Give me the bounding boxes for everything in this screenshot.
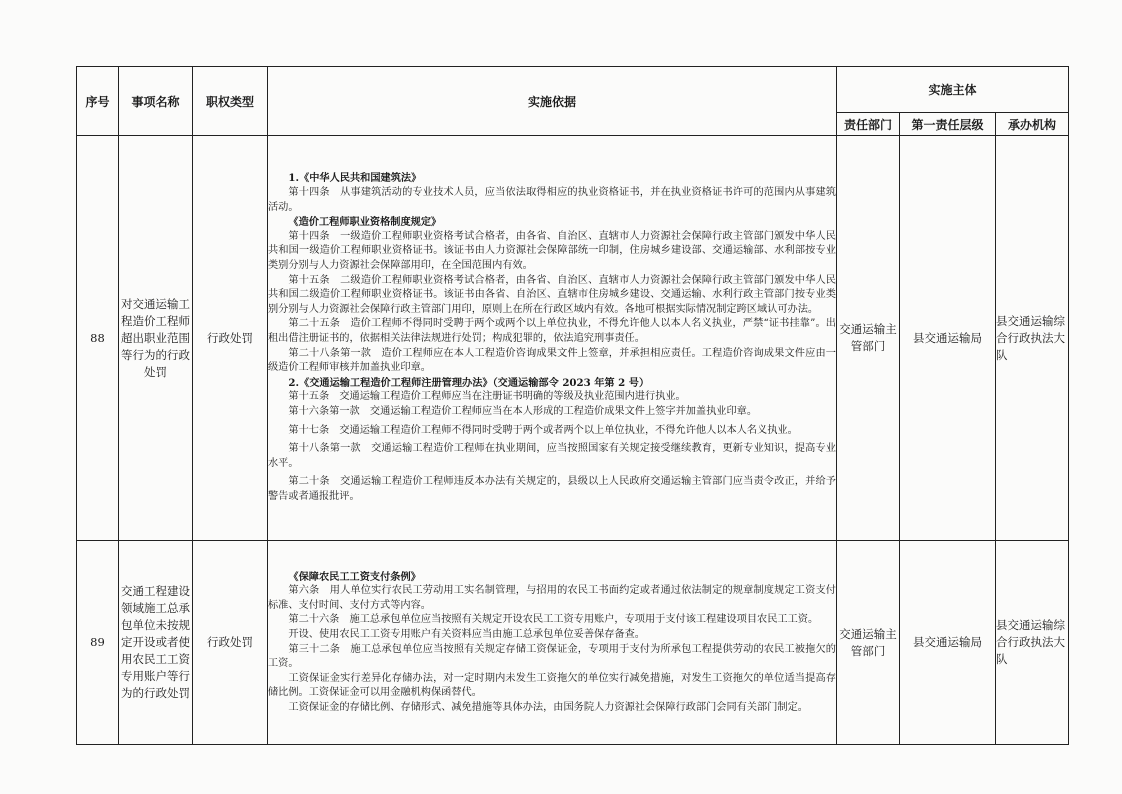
basis-cell	[268, 541, 837, 745]
basis-article: 第十四条 一级造价工程师职业资格考试合格者，由各省、自治区、直辖市人力资源社会保障行政主管部门颁发中华人民共和国一级造价工程师职业资格证书。该证书由人力资源社会保障部统一印制，住房城乡建设部、交通运输部、水利部按专业类别分别与人力资源社会保障部用印，在全国范围内有效。	[268, 230, 836, 272]
basis-cell	[268, 136, 837, 541]
header-level: 第一责任层级	[900, 113, 996, 136]
table-row	[77, 136, 1069, 541]
basis-article: 第十七条 交通运输工程造价工程师不得同时受聘于两个或者两个以上单位执业，不得允许他人以本人名义执业。	[288, 424, 798, 436]
basis-article: 第六条 用人单位实行农民工劳动用工实名制管理，与招用的农民工书面约定或者通过依法制定的规章制度规定工资支付标准、支付时间、支付方式等内容。	[268, 585, 836, 611]
dept-cell: 交通运输主管部门	[837, 541, 900, 745]
seq-cell: 88	[77, 136, 119, 541]
basis-article: 第十五条 交通运输工程造价工程师应当在注册证书明确的等级及执业范围内进行执业。	[288, 391, 686, 403]
basis-law-title: 1.《中华人民共和国建筑法》	[288, 172, 422, 185]
org-cell: 县交通运输综合行政执法大队	[996, 541, 1069, 745]
basis-law-title: 《造价工程师职业资格制度规定》	[288, 216, 442, 229]
item-name-cell: 对交通运输工程造价工程师超出职业范围等行为的行政处罚	[119, 136, 193, 541]
header-basis: 实施依据	[268, 67, 837, 136]
basis-article: 第二十八条第一款 造价工程师应在本人工程造价咨询成果文件上签章，并承担相应责任。工程造价咨询成果文件应由一级造价工程师审核并加盖执业印章。	[268, 347, 836, 374]
basis-law-title: 《保障农民工工资支付条例》	[288, 570, 421, 583]
basis-article: 第十八条第一款 交通运输工程造价工程师在执业期间，应当按照国家有关规定接受继续教育，更新专业知识，提高专业水平。	[268, 443, 836, 469]
enforcement-items-table	[76, 66, 1069, 745]
basis-list	[268, 171, 836, 504]
basis-article: 第十六条第一款 交通运输工程造价工程师应当在本人形成的工程造价成果文件上签字并加盖执业印章。	[288, 405, 758, 417]
basis-article: 第三十二条 施工总承包单位应当按照有关规定存储工资保证金，专项用于支付为所承包工程提供劳动的农民工被拖欠的工资。	[268, 643, 836, 670]
basis-list	[268, 570, 836, 716]
level-cell: 县交通运输局	[900, 541, 996, 745]
basis-article: 第十四条 从事建筑活动的专业技术人员，应当依法取得相应的执业资格证书，并在执业资格证书许可的范围内从事建筑活动。	[268, 187, 836, 213]
header-seq: 序号	[77, 67, 119, 136]
basis-article: 第二十六条 施工总承包单位应当按照有关规定开设农民工工资专用账户，专项用于支付该工程建设项目农民工工资。	[288, 614, 819, 626]
power-type-cell: 行政处罚	[193, 541, 268, 745]
header-row-top	[77, 67, 1069, 113]
seq-cell: 89	[77, 541, 119, 745]
basis-article: 第十五条 二级造价工程师职业资格考试合格者，由各省、自治区、直辖市人力资源社会保障行政主管部门颁发中华人民共和国二级造价工程师职业资格证书。该证书由各省、自治区、直辖市住房城乡建设、交通运输、水利行政主管部门按专业类别分别与人力资源社会保障行政主管部门用印，原则上在所在行政区域内有效。各地可根据实际情况制定跨区域认可办法。	[268, 274, 836, 315]
basis-article: 工资保证金的存储比例、存储形式、减免措施等具体办法，由国务院人力资源社会保障行政部门会同有关部门制定。	[288, 701, 808, 713]
power-type-cell: 行政处罚	[193, 136, 268, 541]
basis-article: 工资保证金实行差异化存储办法，对一定时期内未发生工资拖欠的单位实行减免措施，对发生工资拖欠的单位适当提高存储比例。工资保证金可以用金融机构保函替代。	[268, 672, 836, 699]
dept-cell: 交通运输主管部门	[837, 136, 900, 541]
org-cell: 县交通运输综合行政执法大队	[996, 136, 1069, 541]
basis-article: 开设、使用农民工工资专用账户有关资料应当由施工总承包单位妥善保存备查。	[288, 628, 645, 640]
item-name-cell: 交通工程建设领域施工总承包单位未按规定开设或者使用农民工工资专用账户等行为的行政处罚	[119, 541, 193, 745]
header-subject: 实施主体	[837, 67, 1069, 113]
header-org: 承办机构	[996, 113, 1069, 136]
header-name: 事项名称	[119, 67, 193, 136]
basis-article: 第二十五条 造价工程师不得同时受聘于两个或两个以上单位执业，不得允许他人以本人名义执业，严禁“证书挂靠”。出租出借注册证书的，依据相关法律法规进行处罚；构成犯罪的，依法追究刑事责任。	[268, 318, 836, 344]
basis-article: 第二十条 交通运输工程造价工程师违反本办法有关规定的，县级以上人民政府交通运输主管部门应当责令改正，并给予警告或者通报批评。	[268, 476, 836, 502]
header-dept: 责任部门	[837, 113, 900, 136]
basis-law-title: 2.《交通运输工程造价工程师注册管理办法》（交通运输部令 2023 年第 2 号）	[288, 376, 650, 389]
table-row	[77, 541, 1069, 745]
header-type: 职权类型	[193, 67, 268, 136]
level-cell: 县交通运输局	[900, 136, 996, 541]
